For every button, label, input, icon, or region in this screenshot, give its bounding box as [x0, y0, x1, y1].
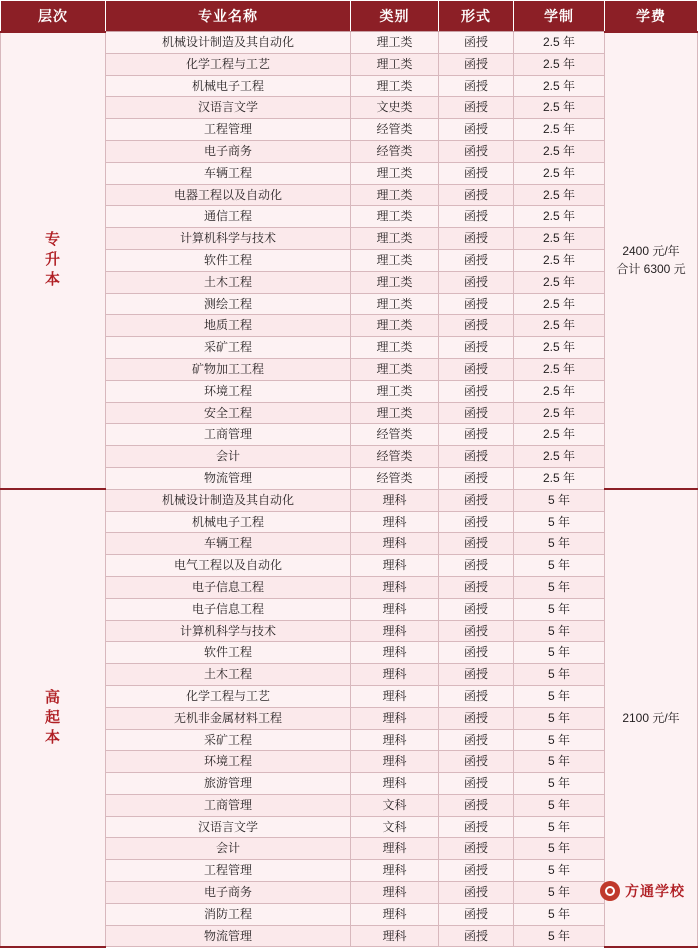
table-row — [1, 489, 698, 511]
duration-cell: 2.5 年 — [514, 206, 605, 228]
category-cell: 经管类 — [351, 467, 439, 489]
major-name-cell: 工程管理 — [106, 860, 351, 882]
category-cell: 理科 — [351, 860, 439, 882]
category-cell: 理科 — [351, 729, 439, 751]
duration-cell: 5 年 — [514, 598, 605, 620]
table-row — [1, 337, 698, 359]
tuition-cell: 2100 元/年 — [605, 489, 698, 947]
duration-cell: 2.5 年 — [514, 97, 605, 119]
table-row — [1, 729, 698, 751]
category-cell: 理工类 — [351, 358, 439, 380]
form-cell: 函授 — [439, 903, 514, 925]
duration-cell: 5 年 — [514, 707, 605, 729]
duration-cell: 2.5 年 — [514, 337, 605, 359]
duration-cell: 5 年 — [514, 685, 605, 707]
table-row — [1, 424, 698, 446]
category-cell: 理工类 — [351, 162, 439, 184]
form-cell: 函授 — [439, 162, 514, 184]
major-name-cell: 计算机科学与技术 — [106, 228, 351, 250]
form-cell: 函授 — [439, 576, 514, 598]
category-cell: 理科 — [351, 533, 439, 555]
table-row — [1, 97, 698, 119]
table-row — [1, 685, 698, 707]
duration-cell: 2.5 年 — [514, 119, 605, 141]
level-cell: 专 升 本 — [1, 32, 106, 490]
table-header — [1, 1, 698, 32]
duration-cell: 2.5 年 — [514, 358, 605, 380]
table-row — [1, 119, 698, 141]
major-name-cell: 化学工程与工艺 — [106, 685, 351, 707]
table-row — [1, 402, 698, 424]
major-name-cell: 测绘工程 — [106, 293, 351, 315]
table-row — [1, 184, 698, 206]
category-cell: 理工类 — [351, 249, 439, 271]
form-cell: 函授 — [439, 751, 514, 773]
category-cell: 理科 — [351, 642, 439, 664]
form-cell: 函授 — [439, 380, 514, 402]
major-name-cell: 电子信息工程 — [106, 576, 351, 598]
category-cell: 经管类 — [351, 140, 439, 162]
duration-cell: 5 年 — [514, 664, 605, 686]
table-row — [1, 642, 698, 664]
category-cell: 理科 — [351, 751, 439, 773]
category-cell: 理科 — [351, 598, 439, 620]
major-name-cell: 计算机科学与技术 — [106, 620, 351, 642]
table-row — [1, 32, 698, 54]
category-cell: 理工类 — [351, 228, 439, 250]
duration-cell: 2.5 年 — [514, 424, 605, 446]
major-name-cell: 土木工程 — [106, 664, 351, 686]
table-row — [1, 773, 698, 795]
major-name-cell: 物流管理 — [106, 925, 351, 947]
category-cell: 经管类 — [351, 446, 439, 468]
major-name-cell: 采矿工程 — [106, 337, 351, 359]
duration-cell: 2.5 年 — [514, 32, 605, 54]
form-cell: 函授 — [439, 664, 514, 686]
duration-cell: 2.5 年 — [514, 446, 605, 468]
table-row — [1, 162, 698, 184]
major-name-cell: 会计 — [106, 838, 351, 860]
form-cell: 函授 — [439, 140, 514, 162]
table-row — [1, 751, 698, 773]
table-row — [1, 228, 698, 250]
form-cell: 函授 — [439, 685, 514, 707]
form-cell: 函授 — [439, 816, 514, 838]
table-row — [1, 555, 698, 577]
category-cell: 理科 — [351, 685, 439, 707]
table-row — [1, 576, 698, 598]
category-cell: 理科 — [351, 903, 439, 925]
form-cell: 函授 — [439, 598, 514, 620]
circle-ring-icon — [600, 881, 620, 901]
table-row — [1, 598, 698, 620]
duration-cell: 5 年 — [514, 511, 605, 533]
major-name-cell: 汉语言文学 — [106, 816, 351, 838]
category-cell: 理工类 — [351, 184, 439, 206]
category-cell: 理科 — [351, 511, 439, 533]
column-header-major-name: 专业名称 — [106, 1, 351, 32]
major-name-cell: 电子商务 — [106, 140, 351, 162]
category-cell: 文史类 — [351, 97, 439, 119]
major-name-cell: 环境工程 — [106, 751, 351, 773]
duration-cell: 5 年 — [514, 773, 605, 795]
column-header-form: 形式 — [439, 1, 514, 32]
duration-cell: 5 年 — [514, 794, 605, 816]
major-name-cell: 安全工程 — [106, 402, 351, 424]
major-name-cell: 物流管理 — [106, 467, 351, 489]
duration-cell: 2.5 年 — [514, 249, 605, 271]
duration-cell: 2.5 年 — [514, 271, 605, 293]
table-row — [1, 794, 698, 816]
column-header-level: 层次 — [1, 1, 106, 32]
category-cell: 文科 — [351, 816, 439, 838]
tuition-cell: 2400 元/年 合计 6300 元 — [605, 32, 698, 490]
duration-cell: 2.5 年 — [514, 315, 605, 337]
form-cell: 函授 — [439, 838, 514, 860]
table-row — [1, 467, 698, 489]
table-row — [1, 664, 698, 686]
form-cell: 函授 — [439, 620, 514, 642]
major-name-cell: 旅游管理 — [106, 773, 351, 795]
duration-cell: 5 年 — [514, 816, 605, 838]
duration-cell: 2.5 年 — [514, 140, 605, 162]
category-cell: 理工类 — [351, 380, 439, 402]
table-row — [1, 446, 698, 468]
major-name-cell: 化学工程与工艺 — [106, 53, 351, 75]
category-cell: 理科 — [351, 925, 439, 947]
table-row — [1, 53, 698, 75]
form-cell: 函授 — [439, 249, 514, 271]
major-name-cell: 电器工程以及自动化 — [106, 184, 351, 206]
category-cell: 理科 — [351, 555, 439, 577]
column-header-duration: 学制 — [514, 1, 605, 32]
major-name-cell: 土木工程 — [106, 271, 351, 293]
category-cell: 理工类 — [351, 271, 439, 293]
duration-cell: 5 年 — [514, 642, 605, 664]
form-cell: 函授 — [439, 555, 514, 577]
category-cell: 经管类 — [351, 119, 439, 141]
table-header-row — [1, 1, 698, 32]
form-cell: 函授 — [439, 424, 514, 446]
major-name-cell: 软件工程 — [106, 249, 351, 271]
duration-cell: 2.5 年 — [514, 75, 605, 97]
form-cell: 函授 — [439, 32, 514, 54]
major-name-cell: 车辆工程 — [106, 533, 351, 555]
major-name-cell: 会计 — [106, 446, 351, 468]
major-name-cell: 汉语言文学 — [106, 97, 351, 119]
major-name-cell: 地质工程 — [106, 315, 351, 337]
form-cell: 函授 — [439, 184, 514, 206]
table-row — [1, 140, 698, 162]
category-cell: 理工类 — [351, 402, 439, 424]
form-cell: 函授 — [439, 467, 514, 489]
form-cell: 函授 — [439, 402, 514, 424]
table-row — [1, 380, 698, 402]
category-cell: 理工类 — [351, 315, 439, 337]
duration-cell: 2.5 年 — [514, 293, 605, 315]
table-row — [1, 249, 698, 271]
duration-cell: 5 年 — [514, 838, 605, 860]
category-cell: 理工类 — [351, 293, 439, 315]
form-cell: 函授 — [439, 293, 514, 315]
major-name-cell: 采矿工程 — [106, 729, 351, 751]
major-name-cell: 机械设计制造及其自动化 — [106, 32, 351, 54]
table-row — [1, 75, 698, 97]
table-row — [1, 271, 698, 293]
form-cell: 函授 — [439, 271, 514, 293]
duration-cell: 5 年 — [514, 925, 605, 947]
major-name-cell: 软件工程 — [106, 642, 351, 664]
category-cell: 理工类 — [351, 206, 439, 228]
category-cell: 理工类 — [351, 32, 439, 54]
duration-cell: 5 年 — [514, 555, 605, 577]
form-cell: 函授 — [439, 75, 514, 97]
form-cell: 函授 — [439, 773, 514, 795]
duration-cell: 2.5 年 — [514, 402, 605, 424]
table-row — [1, 315, 698, 337]
form-cell: 函授 — [439, 533, 514, 555]
major-name-cell: 电气工程以及自动化 — [106, 555, 351, 577]
form-cell: 函授 — [439, 228, 514, 250]
table-row — [1, 903, 698, 925]
duration-cell: 2.5 年 — [514, 184, 605, 206]
form-cell: 函授 — [439, 642, 514, 664]
watermark-brand-label: 方通学校 — [625, 883, 685, 899]
major-name-cell: 工商管理 — [106, 424, 351, 446]
table-body — [1, 32, 698, 947]
duration-cell: 2.5 年 — [514, 380, 605, 402]
watermark-logo — [596, 879, 689, 903]
table-row — [1, 838, 698, 860]
form-cell: 函授 — [439, 358, 514, 380]
category-cell: 经管类 — [351, 424, 439, 446]
major-name-cell: 无机非金属材料工程 — [106, 707, 351, 729]
table-row — [1, 511, 698, 533]
form-cell: 函授 — [439, 729, 514, 751]
table-row — [1, 358, 698, 380]
form-cell: 函授 — [439, 925, 514, 947]
major-name-cell: 车辆工程 — [106, 162, 351, 184]
column-header-tuition: 学费 — [605, 1, 698, 32]
major-name-cell: 机械电子工程 — [106, 511, 351, 533]
level-cell: 高 起 本 — [1, 489, 106, 947]
major-name-cell: 机械电子工程 — [106, 75, 351, 97]
table-row — [1, 860, 698, 882]
form-cell: 函授 — [439, 446, 514, 468]
duration-cell: 5 年 — [514, 533, 605, 555]
major-name-cell: 电子商务 — [106, 882, 351, 904]
form-cell: 函授 — [439, 53, 514, 75]
duration-cell: 5 年 — [514, 751, 605, 773]
duration-cell: 5 年 — [514, 903, 605, 925]
major-name-cell: 机械设计制造及其自动化 — [106, 489, 351, 511]
duration-cell: 2.5 年 — [514, 162, 605, 184]
category-cell: 理科 — [351, 664, 439, 686]
table-row — [1, 533, 698, 555]
major-name-cell: 环境工程 — [106, 380, 351, 402]
form-cell: 函授 — [439, 337, 514, 359]
category-cell: 文科 — [351, 794, 439, 816]
form-cell: 函授 — [439, 882, 514, 904]
duration-cell: 2.5 年 — [514, 53, 605, 75]
table-row — [1, 882, 698, 904]
major-name-cell: 工程管理 — [106, 119, 351, 141]
duration-cell: 5 年 — [514, 576, 605, 598]
form-cell: 函授 — [439, 489, 514, 511]
duration-cell: 5 年 — [514, 729, 605, 751]
category-cell: 理科 — [351, 773, 439, 795]
form-cell: 函授 — [439, 206, 514, 228]
table-row — [1, 816, 698, 838]
duration-cell: 5 年 — [514, 620, 605, 642]
table-row — [1, 206, 698, 228]
category-cell: 理科 — [351, 576, 439, 598]
major-name-cell: 电子信息工程 — [106, 598, 351, 620]
major-name-cell: 通信工程 — [106, 206, 351, 228]
major-name-cell: 工商管理 — [106, 794, 351, 816]
category-cell: 理工类 — [351, 337, 439, 359]
form-cell: 函授 — [439, 119, 514, 141]
duration-cell: 5 年 — [514, 489, 605, 511]
table-row — [1, 620, 698, 642]
form-cell: 函授 — [439, 315, 514, 337]
category-cell: 理工类 — [351, 75, 439, 97]
form-cell: 函授 — [439, 860, 514, 882]
duration-cell: 2.5 年 — [514, 467, 605, 489]
table-row — [1, 707, 698, 729]
category-cell: 理科 — [351, 489, 439, 511]
form-cell: 函授 — [439, 97, 514, 119]
duration-cell: 2.5 年 — [514, 228, 605, 250]
category-cell: 理科 — [351, 882, 439, 904]
major-name-cell: 矿物加工工程 — [106, 358, 351, 380]
duration-cell: 5 年 — [514, 882, 605, 904]
major-name-cell: 消防工程 — [106, 903, 351, 925]
category-cell: 理工类 — [351, 53, 439, 75]
form-cell: 函授 — [439, 794, 514, 816]
form-cell: 函授 — [439, 707, 514, 729]
table-row — [1, 293, 698, 315]
form-cell: 函授 — [439, 511, 514, 533]
table-row — [1, 925, 698, 947]
duration-cell: 5 年 — [514, 860, 605, 882]
column-header-category: 类别 — [351, 1, 439, 32]
category-cell: 理科 — [351, 838, 439, 860]
category-cell: 理科 — [351, 620, 439, 642]
category-cell: 理科 — [351, 707, 439, 729]
